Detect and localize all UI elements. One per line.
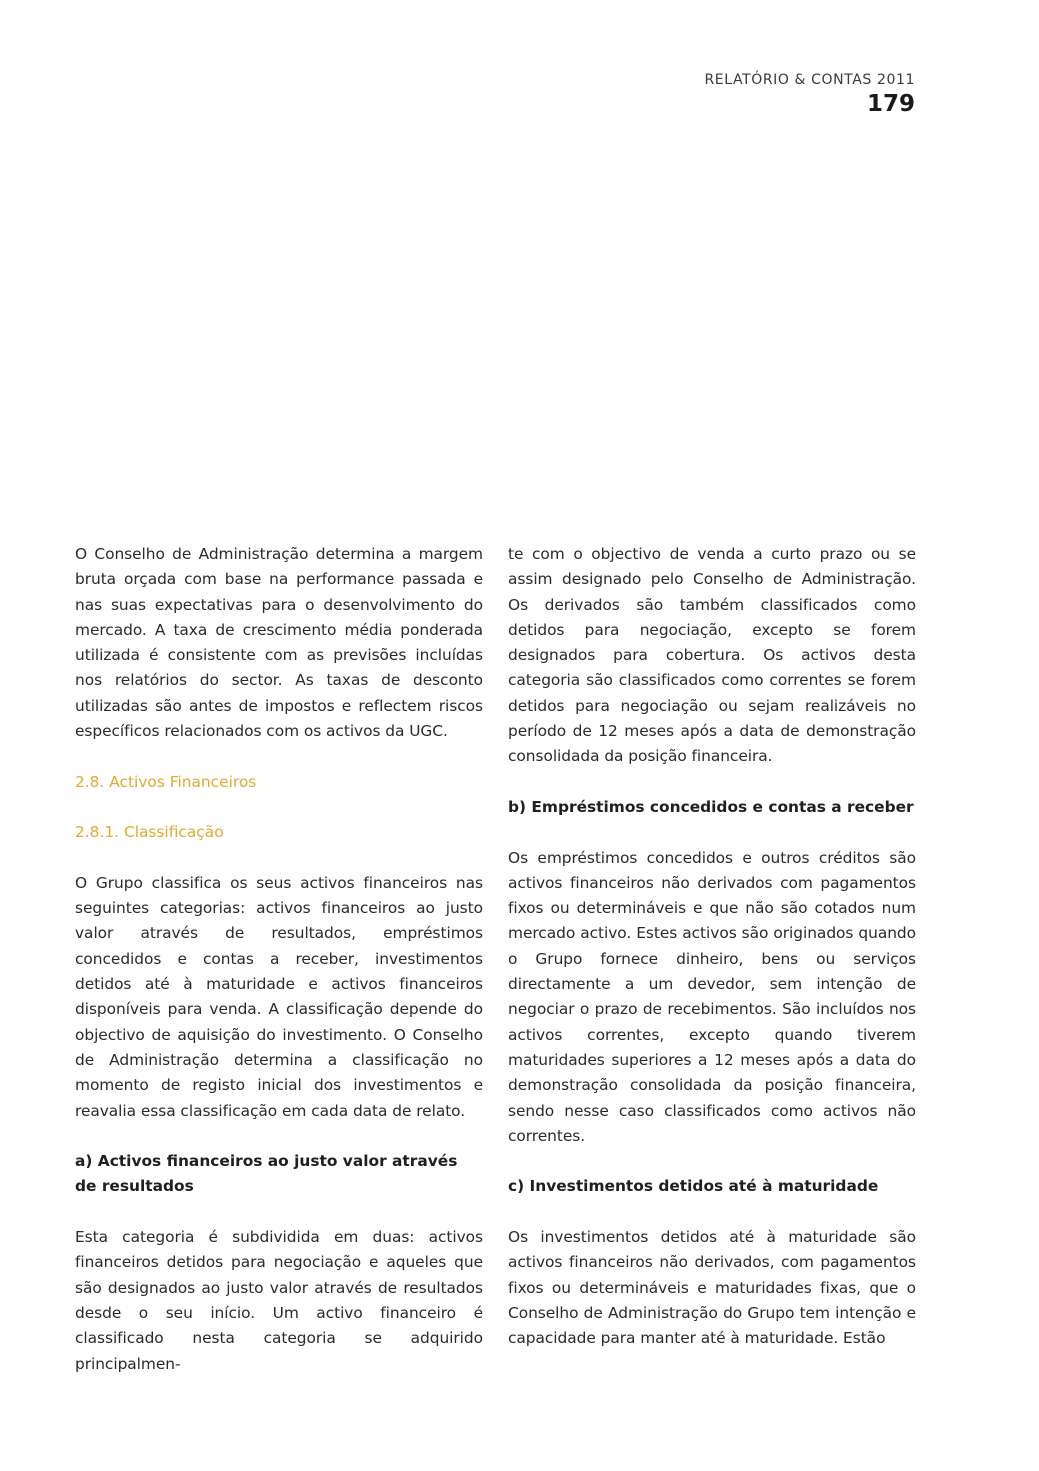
- paragraph-b: Os empréstimos concedidos e outros créditos são activos financeiros não derivados com pagamentos fixos ou determináveis e que não são cotados num mercado activo. Estes activos são originados quando o Grupo fornece dinheiro, bens ou serviços directamente a um devedor, sem intenção de negociar o prazo de recebimentos. São incluídos nos activos correntes, excepto quando tiverem maturidades superiores a 12 meses após a data do demonstração consolidada da posição financeira, sendo nesse caso classificados como activos não correntes.: [508, 848, 916, 1145]
- section-heading: 2.8. Activos Financeiros: [75, 772, 257, 791]
- page-number: 179: [866, 91, 915, 117]
- paragraph-c: Os investimentos detidos até à maturidade são activos financeiros não derivados, com pagamentos fixos ou determináveis e maturidades fixas, que o Conselho de Administração do Grupo tem intenção e capacidade para manter até à maturidade. Estão: [508, 1228, 916, 1348]
- subsection-heading: 2.8.1. Classificação: [75, 823, 224, 842]
- paragraph-a-continued: te com o objectivo de venda a curto prazo ou se assim designado pelo Conselho de Administração. Os derivados são também classificados como detidos para negociação, excepto se forem designados para cobertura. Os activos desta categoria são classificados como correntes se forem detidos para negociação ou sejam realizáveis no período de 12 meses após a data de demonstração consolidada da posição financeira.: [508, 545, 916, 766]
- paragraph-intro: O Conselho de Administração determina a margem bruta orçada com base na performance passada e nas suas expectativas para o desenvolvimento do mercado. A taxa de crescimento média ponderada utilizada é consistente com as previsões incluídas nos relatórios do sector. As taxas de desconto utilizadas são antes de impostos e reflectem riscos específicos relacionados com os activos da UGC.: [75, 545, 483, 741]
- paragraph-a: Esta categoria é subdividida em duas: activos financeiros detidos para negociação e aqueles que são designados ao justo valor através de resultados desde o seu início. Um activo financeiro é classificado nesta categoria se adquirido principalmen-: [75, 1228, 483, 1373]
- report-title: RELATÓRIO & CONTAS 2011: [704, 72, 915, 88]
- page-header: [704, 70, 915, 118]
- heading-a: a) Activos financeiros ao justo valor através de resultados: [75, 1152, 458, 1196]
- left-column: [75, 542, 483, 1377]
- heading-c: c) Investimentos detidos até à maturidade: [508, 1177, 879, 1196]
- heading-b: b) Empréstimos concedidos e contas a receber: [508, 797, 914, 816]
- paragraph-classification: O Grupo classifica os seus activos financeiros nas seguintes categorias: activos financeiros ao justo valor através de resultados, empréstimos concedidos e contas a receber, investimentos detidos até à maturidade e activos financeiros disponíveis para venda. A classificação depende do objectivo de aquisição do investimento. O Conselho de Administração determina a classificação no momento de registo inicial dos investimentos e reavalia essa classificação em cada data de relato.: [75, 873, 483, 1120]
- right-column: [508, 542, 916, 1352]
